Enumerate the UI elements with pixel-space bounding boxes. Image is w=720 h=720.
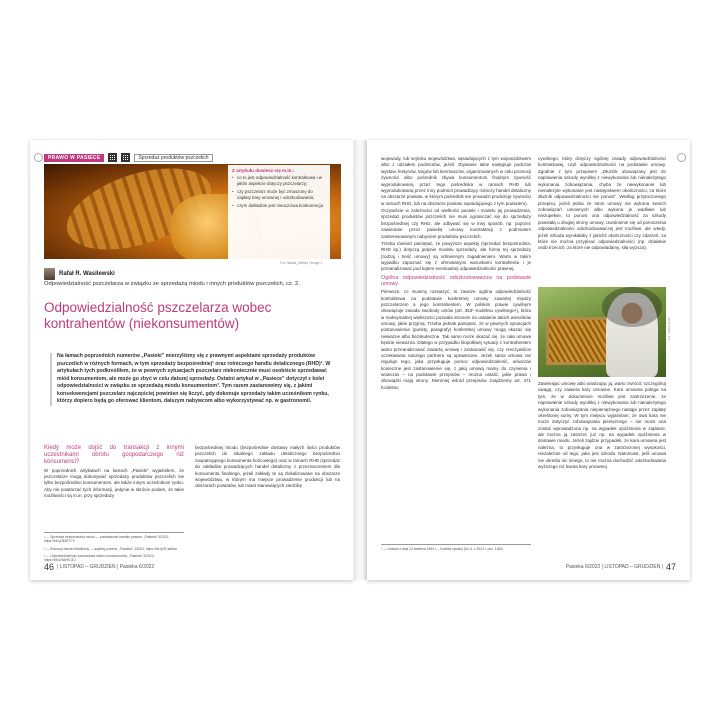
section-subhead: Ogólna odpowiedzialność odszkodowawcza na podstawie umowy	[381, 274, 531, 287]
qr-code-icon	[121, 153, 130, 162]
learn-box-list	[232, 175, 326, 209]
paragraph: W poprzednich artykułach na łamach „Pasieki” wyjaśniłem, że pszczelarze mogą dokonywać sprzedaży produktów pszczelich nie tylko bezpośrednio konsumentom, ale także innym ucześnikom rynku. Aby nie powtarzać tych informacji, jedynie w skrócie podam, że takie możliwości są m.in. przy sprzedaży	[44, 467, 184, 499]
footnote: ¹ — Sprzedaż bezpośrednia miodu — podstawowe kwestie prawne, „Pasieka” 6/2021; https://bit.ly/3fAPY70	[44, 535, 170, 544]
spread-gutter	[353, 140, 367, 580]
right-column-1	[381, 156, 531, 392]
paragraph: Pierwsze, co musimy rozważyć, to zawsze ogólna odpowiedzialność kontraktowa na podstawie konkretnej umowy zawartej między pszczelarzem a jego kontrahentem. W polskim prawie cywilnym obowiązuje zasada swobody umów (art. 353¹ Kodeksu cywilnego⁴), która w maksymalnej większości pozwala stronom na ustalanie takich warunków umowy, jakie przyjmą. Trzeba jednak pamiętać, że w pewnych sytuacjach postanowienia (punkty, paragrafy) konkretnej umowy mogą okazać się nieważne albo bezskuteczne. Tak samo może okazać się, że cała umowa będzie nieważna. Dlatego w przypadku kłopotliwej sytuacji z kontrahentem warto przeanalizować zawartą umowę i zastanowić się, czy rzeczywiście oczekiwania naszego partnera są uprawnione. Jeżeli sama umowa nie reguluje tego, jaka przysługuje pomoc odpowiedzialność, wówczas konieczne jest zastanowienie się, z jaką umową mamy do czynienia i wówczas – na podstawie przepisów – można ustalić, jakie prawa i obowiązki mają strony. Niemniej wśród przepisów znajdziemy art. 471 Kodeksu	[381, 289, 531, 390]
beekeeper-veil-shape	[602, 287, 662, 327]
article-lead: Na łamach poprzednich numerów „Pasieki” mierzyliśmy się z prawnymi aspektami sprzedaży produktów pszczelich w różnych formach, w tym sprzedaży bezpośredniej¹ oraz rolniczego handlu detalicznego (RHD)². W artykułach tych podkreśliłem, że w pewnych sytuacjach pszczelarz niekoniecznie musi osobiście sprzedawać miód konsumentom, ale może go zbyć w celu dalszej sprzedaży. Ostatni artykuł w „Pasiece” dotyczył z kolei odpowiedzialności w związku ze sprzedażą miodu konsumentom³. Tym razem zastanowimy się, z jakimi konsekwencjami pszczelarz najczęściej powinien się liczyć, gdy dokonuje sprzedaży takim ucześnikom rynku, którzy dopiero będą go oferować klientom, dalszym nabywcom albo wykorzystywać np. w gastronomii.	[50, 353, 340, 406]
paragraph: Trzeba również pamiętać, że powyższe aspekty (sprzedaż bezpośrednia, RHD itp.) dotyczą jedynie modelu sprzedaży, ale formę tej sprzedaży (rodzaj i treść umowy) są odmiennym zagadnieniem. Warto w takim wypadku zapoznać się z oferowanymi warunkami kontrahenta i je przeanalizować pod kątem eventualnej odpowiedzialności prawnej.	[381, 240, 531, 272]
learn-box	[228, 165, 330, 263]
left-column-1	[44, 445, 184, 501]
section-rubric: PRAWO W PASIECE	[44, 154, 104, 162]
learn-box-title: Z artykułu dowiesz się m.in.:	[232, 168, 295, 173]
author-avatar	[44, 268, 55, 280]
folio-text: | LISTOPAD – GRUDZIEŃ | Pasieka 6/2022	[57, 564, 155, 570]
page-folio	[44, 562, 154, 572]
author-name: Rafał R. Wasilewski	[59, 271, 115, 277]
paragraph: Zawierając umowę albo analizując ją, warto zwrócić szczególną uwagę, czy zawiera kary umowne. Kara umowna polega na tym, że w dokumencie możliwe jest zastrzeżenie, że naprawienie szkody wynikłej z niewykonania lub nienależytego wykonania zobowiązania niepieniężnego nastąpi przez zapłatę określonej sumy. W tym miejscu wyjaśniam, że owa kara nie może dotyczyć zobowiązania pieniężnego – nie może ona zostać wprowadzona np. na wypadek opóźnienia w zapłacie, ale można ją zastrzec już np. na wypadek opóźnienia w dostawie miodu. Jeżeli zajdzie przypadek, że kara umowna jest należna, to przysługuje ona w zastrzeżonej wysokości, niezależnie od tego, jaka jest szkoda. Natomiast, jeśli umowa nie określa nic innego, to nie można dochodzić odszkodowania wyższego niż kwota kary umownej.	[538, 381, 666, 469]
magazine-spread	[30, 140, 690, 580]
footnote: ⁴ — Ustawa z dnia 23 kwietnia 1964 r. – Kodeks cywilny (Dz.U. z 2022 r. poz. 1360).	[381, 547, 505, 551]
photo-credit: Fot. Nataliá_Oleśko | Image 1	[280, 261, 323, 265]
left-page	[30, 140, 353, 580]
seal-icon	[34, 153, 43, 162]
qr-code-icon	[108, 153, 117, 162]
right-column-2-top	[538, 156, 666, 253]
footnote: ² — Rolniczy handel detaliczny — aspekty prawne, „Pasieka” 2/2021; https://bit.ly/3Caddka	[44, 546, 177, 551]
paragraph: Oczywiście w zależności od wielkości pasieki i modelu jej prowadzenia, sprzedaż produktów pszczelich nie musi ograniczać się do sprzedaży bezpośredniej czy RHD, ale odbywać się w inny sposób, np. poprzez zawieranie przez pasiekę umowy kontraktacji z podmiotem zainteresowanym nabyciem produktów pszczelich.	[381, 208, 531, 239]
article-headline: Odpowiedzialność pszczelarza wobec kontrahentów (niekonsumentów)	[44, 300, 272, 331]
page-number: 46	[44, 562, 55, 572]
seal-icon	[677, 153, 686, 162]
right-page	[367, 140, 690, 580]
section-subhead: Kiedy może dojść do transakcji z innymi uczestnikami obrotu gospodarczego niż konsumenci?	[44, 445, 184, 465]
list-item: • co to jest odpowiedzialność kontraktowa i w jakim aspekcie dotyczy pszczelarzy;	[232, 175, 326, 186]
paragraph: wojewody, lub sejmiku województwa, sąsiadujących z tym województwem albo z udziałem podmiotów, jeżeli: zbywanie takie następuje podczas wystaw, festynów, targów lub kiermaszów, organizowanych w celu promocji żywności albo pośrednik zbywa konsumentom finalnym żywność wyprodukowaną przez tego pośrednika w ramach RHD lub wyprodukowaną przez inny podmiot prowadzący rolniczy handel detaliczny na obszarze powiatu, w którym pośrednik ten prowadzi produkcję żywności w ramach RHD, lub na obszarze powiatu sąsiadującego z tym powiatem).	[381, 156, 531, 206]
right-column-2-bottom	[538, 381, 666, 471]
left-column-2	[195, 445, 340, 491]
beekeeper-photo	[538, 287, 666, 377]
photo-credit: Fot. Adobe Stock	[667, 317, 671, 340]
page-number: 47	[665, 562, 676, 572]
folio-text: Pasieka 6/2022 | LISTOPAD – GRUDZIEŃ |	[565, 564, 663, 570]
page-folio	[566, 562, 676, 572]
list-item: • czy pszczelarz może być zmuszony do zapłaty kary umownej i odszkodowania;	[232, 189, 326, 200]
article-kicker: Odpowiedzialność pszczelarza w związku ze sprzedażą miodu i innych produktów pszczelich, cz. 2.	[44, 281, 300, 287]
footnote: ³ — Odpowiedzialność pszczelarza wobec konsumentów, „Pasieka” 5/2022; https://bit.ly/3dhKCEJ	[44, 553, 155, 563]
list-item: • czym dokładnie jest nieuczciwa konkurencja.	[232, 203, 326, 209]
paragraph: cywilnego, który dotyczy ogólnej zasady odpowiedzialności kontraktowej, czyli odpowiedzialności na podstawie umowy. Zgodnie z tym przepisem „Dłużnik obowiązany jest do naprawienia szkody wynikłej z niewykonania lub nienależytego wykonania zobowiązania, chyba że niewykonanie lub nienależyte wykonanie jest następstwem okoliczności, za które dłużnik odpowiedzialności nie ponosi”. Według przytoczonego przepisu, jeżeli jedna ze stron umowy nie wykona swoich zobowiązań umownych albo wykona je wadliwie lub niezupełnie, to ponosi ona odpowiedzialność za szkody powstałą u drugiej strony umowy. Uwolnienie się od ponoszenia odpowiedzialności odszkodowawczej jest możliwe, ale wtedy, jeżeli szkoda wynikałaby z jakichś okoliczności czy zdarzeń, za które nie można przypisać odpowiedzialności (np. działanie osób trzecich, za które nie odpowiadamy, siła wyższa).	[538, 156, 666, 251]
topic-label: Sprzedaż produktów pszczelich	[134, 154, 212, 162]
author-row	[44, 268, 115, 280]
section-header	[44, 153, 341, 162]
footnotes	[44, 532, 184, 565]
footnotes	[381, 544, 531, 554]
paragraph: bezpośredniej miodu (bezpośrednie dostawy małych ilości produktów pszczelich do lokalnego zakładu detalicznego bezpośrednio zaopatrującego konsumenta końcowego) oraz w ramach RHD (sprzedaż do zakładów prowadzących handel detaliczny z przeznaczeniem dla konsumenta finalnego, jeżeli zakłady te są zlokalizowane na obszarze województwa, w którym ma miejsce prowadzenie produkcji lub na obszarach powiatów, lub miast stanowiących siedzibę	[195, 445, 340, 489]
